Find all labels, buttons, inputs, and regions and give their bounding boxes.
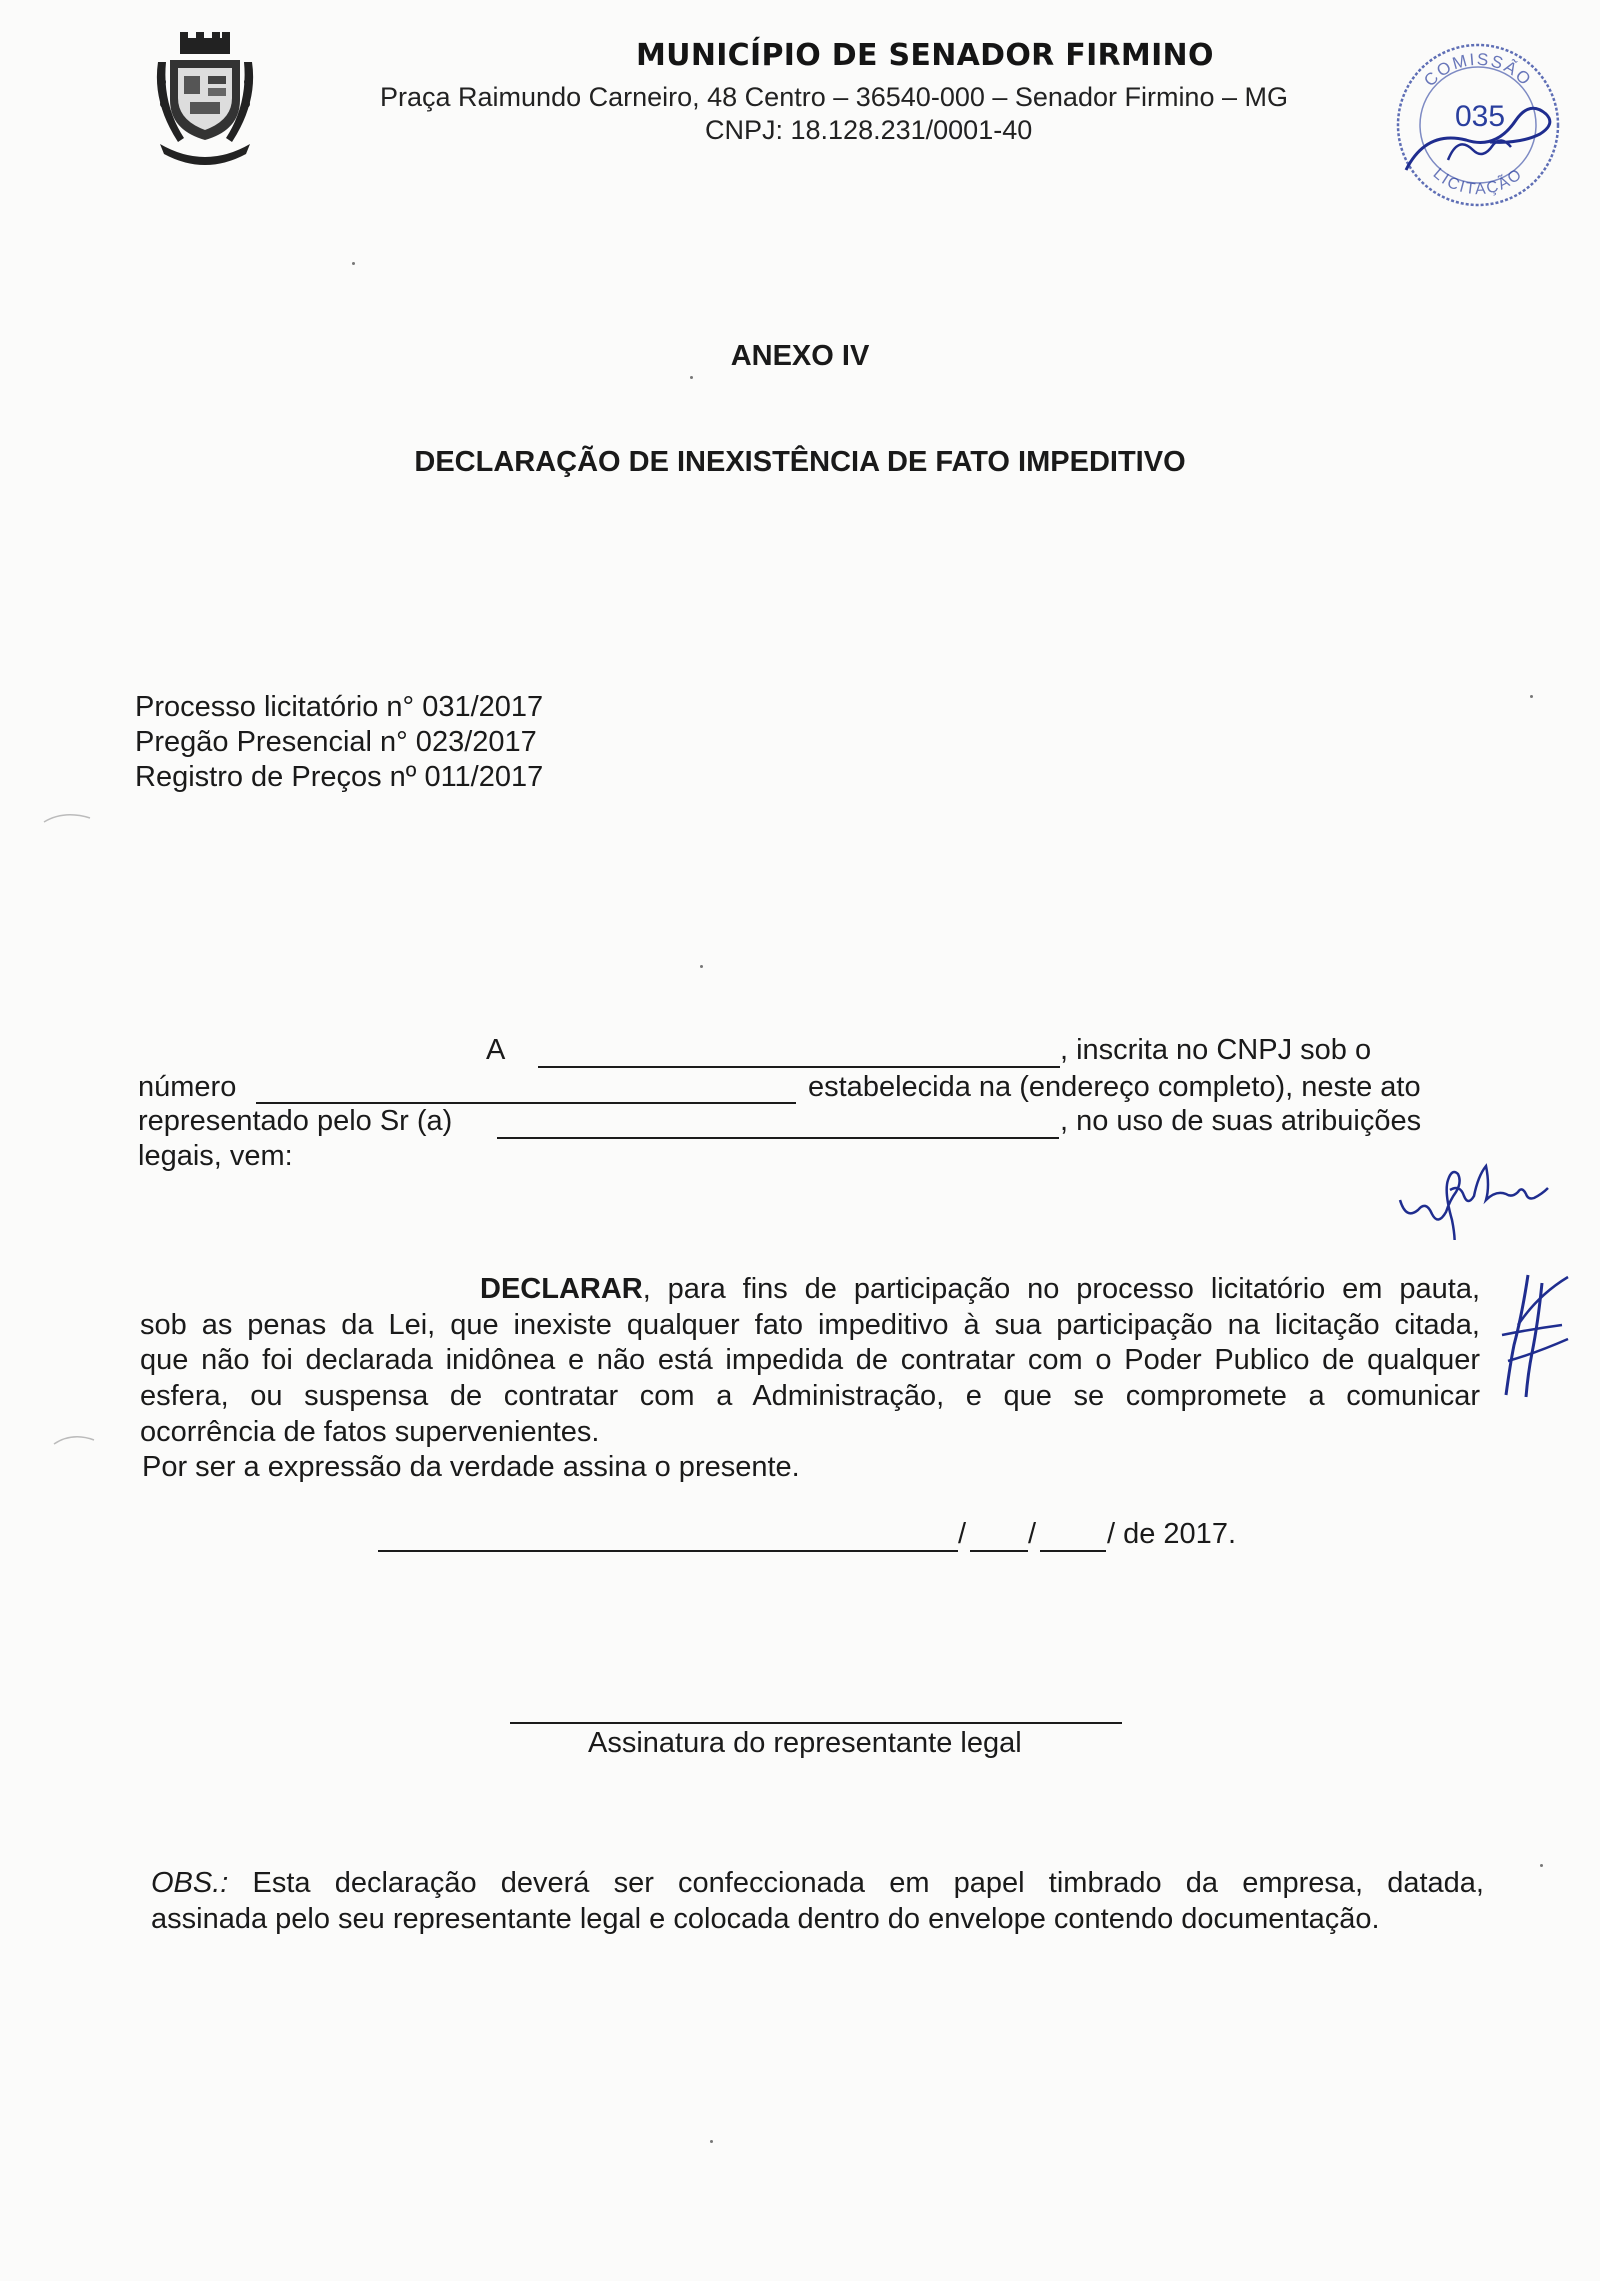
company-name-blank[interactable] [538,1066,1060,1068]
scan-speck [690,376,693,379]
declaration-line-2: sob as penas da Lei, que inexiste qualquer fato impeditivo à sua participação na licitação citada, [140,1309,1480,1341]
margin-signature-icon [1498,1265,1578,1415]
annex-title: ANEXO IV [730,340,870,372]
scan-speck [710,2140,713,2143]
municipality-name: MUNICÍPIO DE SENADOR FIRMINO [636,38,1214,73]
form-representado-label: representado pelo Sr (a) [138,1105,453,1137]
svg-text:COMISSÃO [1420,50,1536,90]
commission-stamp [1388,30,1568,220]
declaration-line-3: que não foi declarada inidônea e não está impedida de contratar com o Poder Publico de qualquer [140,1344,1480,1376]
declaration-line-1-rest: , para fins de participação no processo licitatório em pauta, [642,1273,1480,1305]
stamp-number: 035 [1454,100,1506,133]
signature-caption: Assinatura do representante legal [588,1727,1022,1759]
pregao-number: Pregão Presencial n° 023/2017 [135,726,537,758]
obs-note [151,1865,1484,1937]
stamp-bottom-text: LICITAÇÃO [1429,165,1527,199]
cnpj-number-blank[interactable] [256,1102,796,1104]
municipality-address: Praça Raimundo Carneiro, 48 Centro – 36540-000 – Senador Firmino – MG [380,82,1288,112]
obs-label: OBS.: [151,1867,229,1899]
representative-name-blank[interactable] [497,1137,1059,1139]
declarar-keyword: DECLARAR [480,1273,643,1305]
obs-line-1: OBS.: Esta declaração deverá ser confeccionada em papel timbrado da empresa, datada, [151,1867,1484,1899]
signature-blank[interactable] [510,1722,1122,1724]
day-blank[interactable] [970,1550,1028,1552]
scan-mark-icon [40,808,100,828]
scan-speck [1540,1864,1543,1867]
date-year-suffix: / de 2017. [1107,1518,1236,1550]
svg-text:LICITAÇÃO [1430,165,1527,198]
form-estabelecida-text: estabelecida na (endereço completo), neste ato [808,1071,1421,1103]
municipality-cnpj: CNPJ: 18.128.231/0001-40 [705,115,1033,145]
declaration-line-4: esfera, ou suspensa de contratar com a Administração, e que se compromete a comunicar [140,1380,1480,1412]
form-legais-text: legais, vem: [138,1140,293,1172]
scan-speck [352,262,355,265]
date-slash-2: / [1028,1518,1037,1550]
municipal-crest-icon [150,32,260,172]
month-blank[interactable] [1040,1550,1106,1552]
form-numero-label: número [138,1071,237,1103]
form-inscrita-text: , inscrita no CNPJ sob o [1060,1034,1372,1066]
declaration-line-6: Por ser a expressão da verdade assina o presente. [142,1451,800,1483]
form-uso-text: , no uso de suas atribuições [1060,1105,1422,1137]
scan-mark-icon [50,1430,100,1450]
place-blank[interactable] [378,1550,958,1552]
date-slash-1: / [958,1518,967,1550]
process-number: Processo licitatório n° 031/2017 [135,691,544,723]
declaration-title: DECLARAÇÃO DE INEXISTÊNCIA DE FATO IMPEDITIVO [414,446,1186,478]
declaration-line-1 [140,1273,1480,1306]
form-a-label: A [486,1034,506,1066]
scan-speck [700,965,703,968]
handwritten-initials-icon [1392,1150,1572,1240]
process-references [135,690,543,795]
stamp-top-text: COMISSÃO [1420,49,1536,91]
declaration-line-5: ocorrência de fatos supervenientes. [140,1416,600,1448]
obs-line-2: assinada pelo seu representante legal e colocada dentro do envelope contendo documentação. [151,1903,1380,1935]
registro-number: Registro de Preços nº 011/2017 [135,761,544,793]
scan-speck [1530,695,1533,698]
